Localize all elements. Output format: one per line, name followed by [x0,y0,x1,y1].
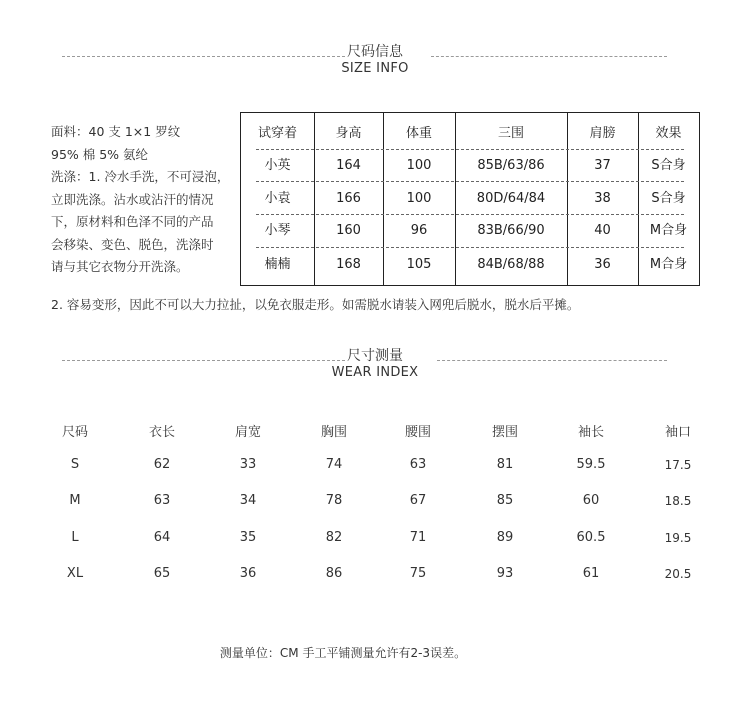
tester-weight: 96 [410,223,428,238]
size-info-title-en: SIZE INFO [341,61,409,76]
tester-weight: 100 [406,191,432,206]
hem-value: 81 [496,457,514,472]
tester-weight: 105 [406,257,432,272]
shoulder-value: 33 [239,457,257,472]
tester-height: 164 [336,158,361,173]
hem-value: 89 [496,530,514,545]
chest-value: 78 [325,493,343,508]
sleeve-value: 60 [582,493,600,508]
fabric-line: 95% 棉 5% 氨纶 [51,146,149,162]
wash-note-2: 2. 容易变形，因此不可以大力拉扯，以免衣服走形。如需脱水请装入网兜后脱水，脱水后平摊。 [51,297,580,312]
length-value: 62 [153,457,171,472]
tester-height: 166 [336,191,361,206]
chest-value: 74 [325,457,343,472]
size-label: XL [66,566,84,581]
tester-shoulder: 36 [594,257,611,272]
header-shoulder-width: 肩宽 [234,425,261,440]
tester-fit: M合身 [649,257,688,272]
wash-line: 会移染、变色、脱色，洗涤时 [51,236,214,252]
tester-measurements: 84B/68/88 [477,257,545,272]
header-chest: 胸围 [320,425,347,440]
wash-line: 洗涤：1. 冷水手洗，不可浸泡， [51,169,230,184]
waist-value: 75 [409,566,427,581]
tester-weight: 100 [406,158,432,173]
cuff-value: 17.5 [664,458,692,472]
header-shoulder: 肩膀 [589,126,616,141]
size-label: S [70,457,80,472]
tester-name: 小琴 [264,223,291,238]
tester-name: 小袁 [264,191,291,206]
cuff-value: 18.5 [664,494,692,508]
size-info-title-cn: 尺码信息 [347,44,403,60]
length-value: 65 [153,566,171,581]
header-hem: 摆围 [491,425,518,440]
divider-right [431,56,667,57]
tester-measurements: 80D/64/84 [476,191,546,206]
fabric-care-text [51,121,251,279]
header-size: 尺码 [61,425,88,440]
hem-value: 85 [496,493,514,508]
header-waist: 腰围 [404,425,431,440]
header-fit: 效果 [655,126,682,141]
sleeve-value: 61 [582,566,600,581]
shoulder-value: 34 [239,493,257,508]
header-length: 衣长 [148,425,175,440]
waist-value: 67 [409,493,427,508]
size-label: M [69,493,81,508]
size-info-heading [0,41,750,81]
size-label: L [71,530,79,545]
chest-value: 86 [325,566,343,581]
tester-height: 168 [336,257,361,272]
waist-value: 71 [409,530,427,545]
header-cuff: 袖口 [664,425,691,440]
cuff-value: 19.5 [664,531,692,545]
tester-fit: S合身 [651,191,686,206]
header-height: 身高 [335,126,362,141]
sleeve-value: 59.5 [576,457,606,472]
fabric-line: 面料：40 支 1×1 罗纹 [51,124,181,139]
shoulder-value: 36 [239,566,257,581]
header-tester: 试穿着 [257,126,297,141]
tester-fit: S合身 [651,158,686,173]
tester-name: 楠楠 [264,257,291,272]
hem-value: 93 [496,566,514,581]
wash-line: 请与其它衣物分开洗涤。 [51,259,189,274]
divider-right [437,360,667,361]
row-divider [256,247,684,248]
tester-shoulder: 40 [594,223,611,238]
wear-index-title-en: WEAR INDEX [331,365,419,380]
divider-left [62,360,345,361]
chest-value: 82 [325,530,343,545]
wash-line: 下，原材料和色泽不同的产品 [51,214,214,229]
wear-index-heading [0,345,750,385]
measurement-unit-note: 测量单位：CM 手工平铺测量允许有2-3误差。 [219,646,467,660]
wash-line: 立即洗涤。沾水或沾汗的情况 [51,191,214,207]
divider-left [62,56,345,57]
sleeve-value: 60.5 [576,530,606,545]
try-on-table [240,112,700,286]
cuff-value: 20.5 [664,567,692,581]
header-sleeve-length: 袖长 [577,425,604,440]
tester-name: 小英 [264,158,291,173]
waist-value: 63 [409,457,427,472]
length-value: 64 [153,530,171,545]
header-weight: 体重 [405,126,432,141]
tester-shoulder: 37 [594,158,611,173]
tester-measurements: 83B/66/90 [477,223,545,238]
shoulder-value: 35 [239,530,257,545]
tester-fit: M合身 [649,223,688,238]
wear-index-title-cn: 尺寸测量 [347,348,403,364]
tester-measurements: 85B/63/86 [477,158,545,173]
length-value: 63 [153,493,171,508]
tester-shoulder: 38 [594,191,611,206]
tester-height: 160 [336,223,361,238]
header-measurements: 三围 [497,126,524,141]
